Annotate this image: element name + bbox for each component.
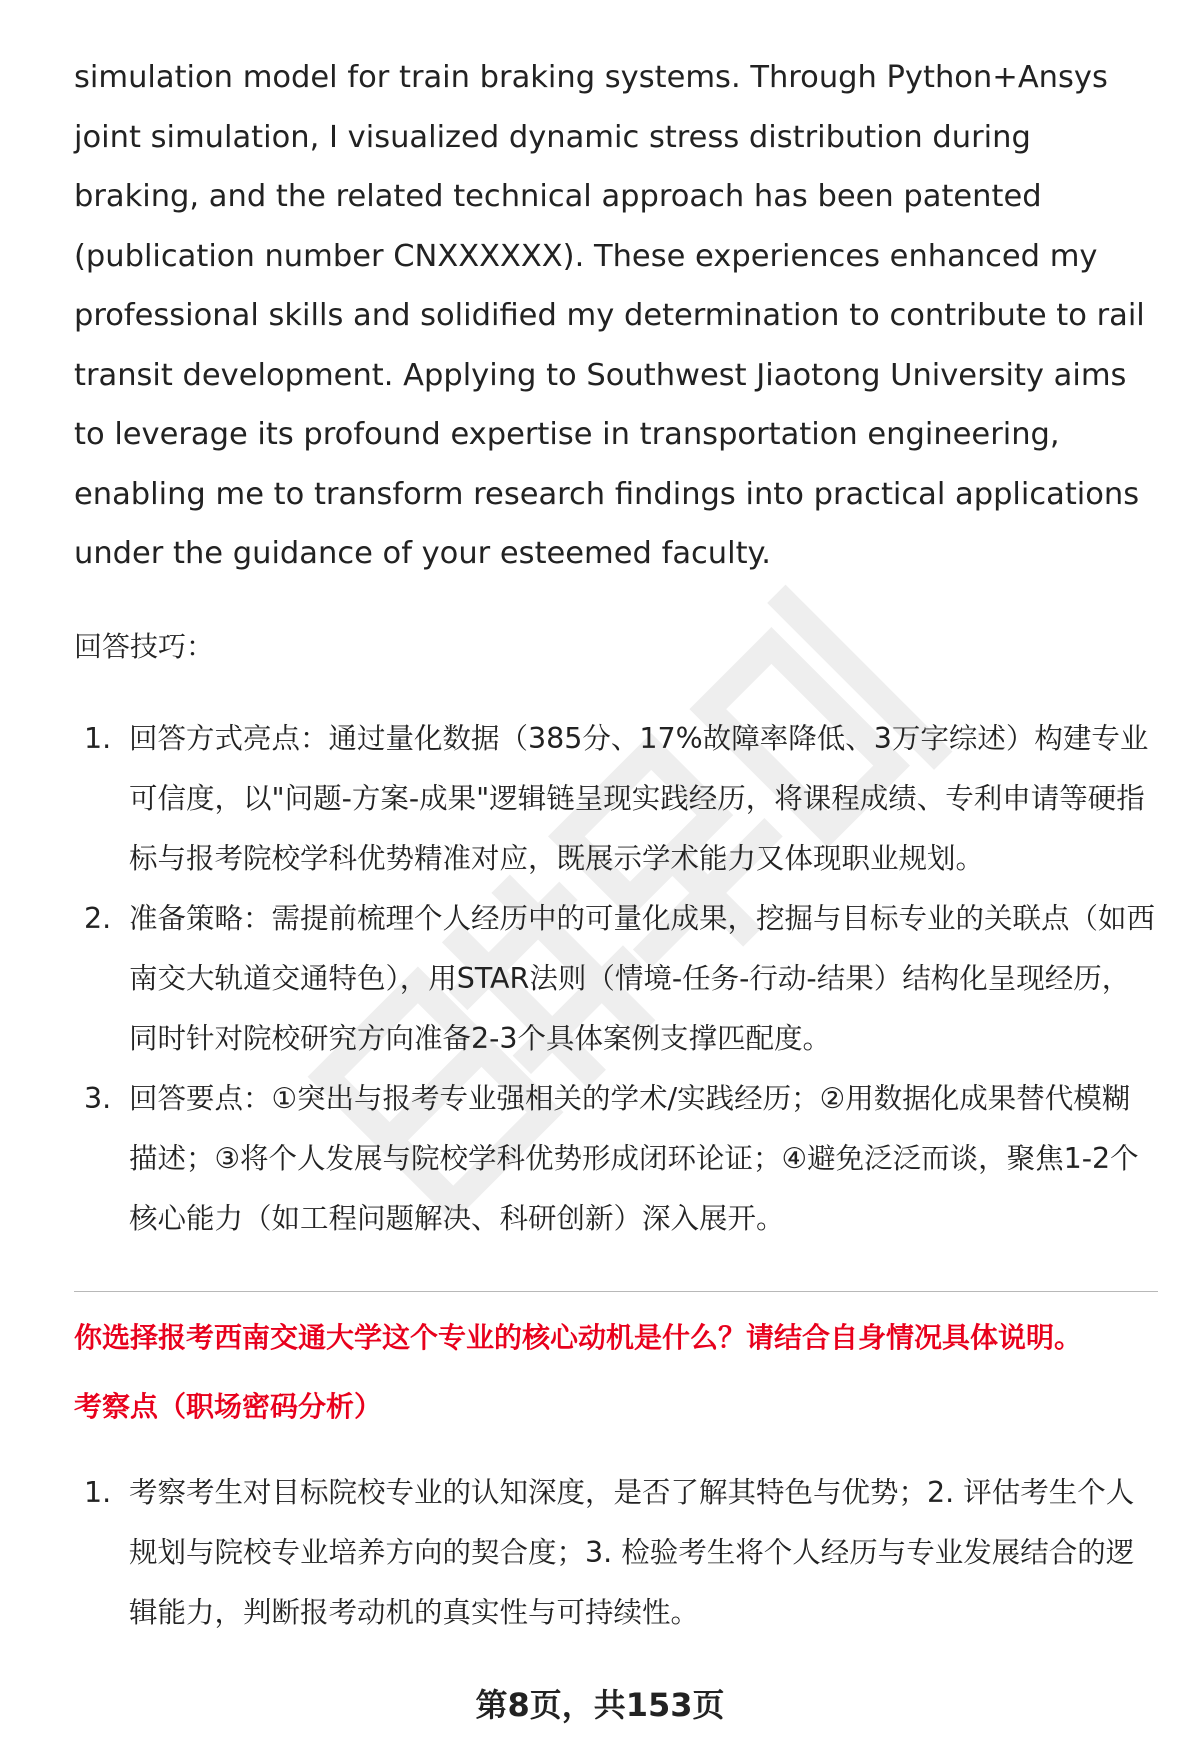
tip-item [74,709,1158,889]
tips-list [74,709,1158,1249]
tip-text: 准备策略：需提前梳理个人经历中的可量化成果，挖掘与目标专业的关联点（如西南交大轨道交通特色），用STAR法则（情境-任务-行动-结果）结构化呈现经历，同时针对院校研究方向准备2-3个具体案例支撑匹配度。 [129,901,1156,1055]
tips-label: 回答技巧： [74,629,215,663]
tip-text: 回答方式亮点：通过量化数据（385分、17%故障率降低、3万字综述）构建专业可信度，以"问题-方案-成果"逻辑链呈现实践经历，将课程成绩、专利申请等硬指标与报考院校学科优势精准对应，既展示学术能力又体现职业规划。 [129,721,1149,875]
tip-item [74,889,1158,1069]
focus-item [74,1463,1158,1643]
page-content [74,48,1158,1643]
focus-text: 考察考生对目标院校专业的认知深度，是否了解其特色与优势；2. 评估考生个人规划与院校专业培养方向的契合度；3. 检验考生将个人经历与专业发展结合的逻辑能力，判断报考动机的真实性与可持续性。 [129,1475,1135,1629]
tip-number: 3. [84,1081,112,1115]
tip-number: 1. [84,721,112,755]
section-divider [74,1291,1158,1292]
focus-list [74,1463,1158,1643]
tip-number: 2. [84,901,112,935]
focus-number: 1. [84,1475,112,1509]
page-footer: 第8页，共153页 [475,1686,725,1724]
question-heading: 你选择报考西南交通大学这个专业的核心动机是什么？请结合自身情况具体说明。 [74,1320,1083,1354]
intro-paragraph: simulation model for train braking systems. Through Python+Ansys joint simulation, I visualized dynamic stress distribution during braking, and the related technical approach has been patented (publication number CNXXXXXX). These experiences enhanced my professional skills and solidified my determination to contribute to rail transit development. Applying to Southwest Jiaotong University aims to leverage its profound expertise in transportation engineering, enabling me to transform research findings into practical applications under the guidance of your esteemed faculty. [74,60,1145,571]
tip-item [74,1069,1158,1249]
tip-text: 回答要点：①突出与报考专业强相关的学术/实践经历；②用数据化成果替代模糊描述；③将个人发展与院校学科优势形成闭环论证；④避免泛泛而谈，聚焦1-2个核心能力（如工程问题解决、科研创新）深入展开。 [129,1081,1139,1235]
focus-label: 考察点（职场密码分析） [74,1389,383,1423]
